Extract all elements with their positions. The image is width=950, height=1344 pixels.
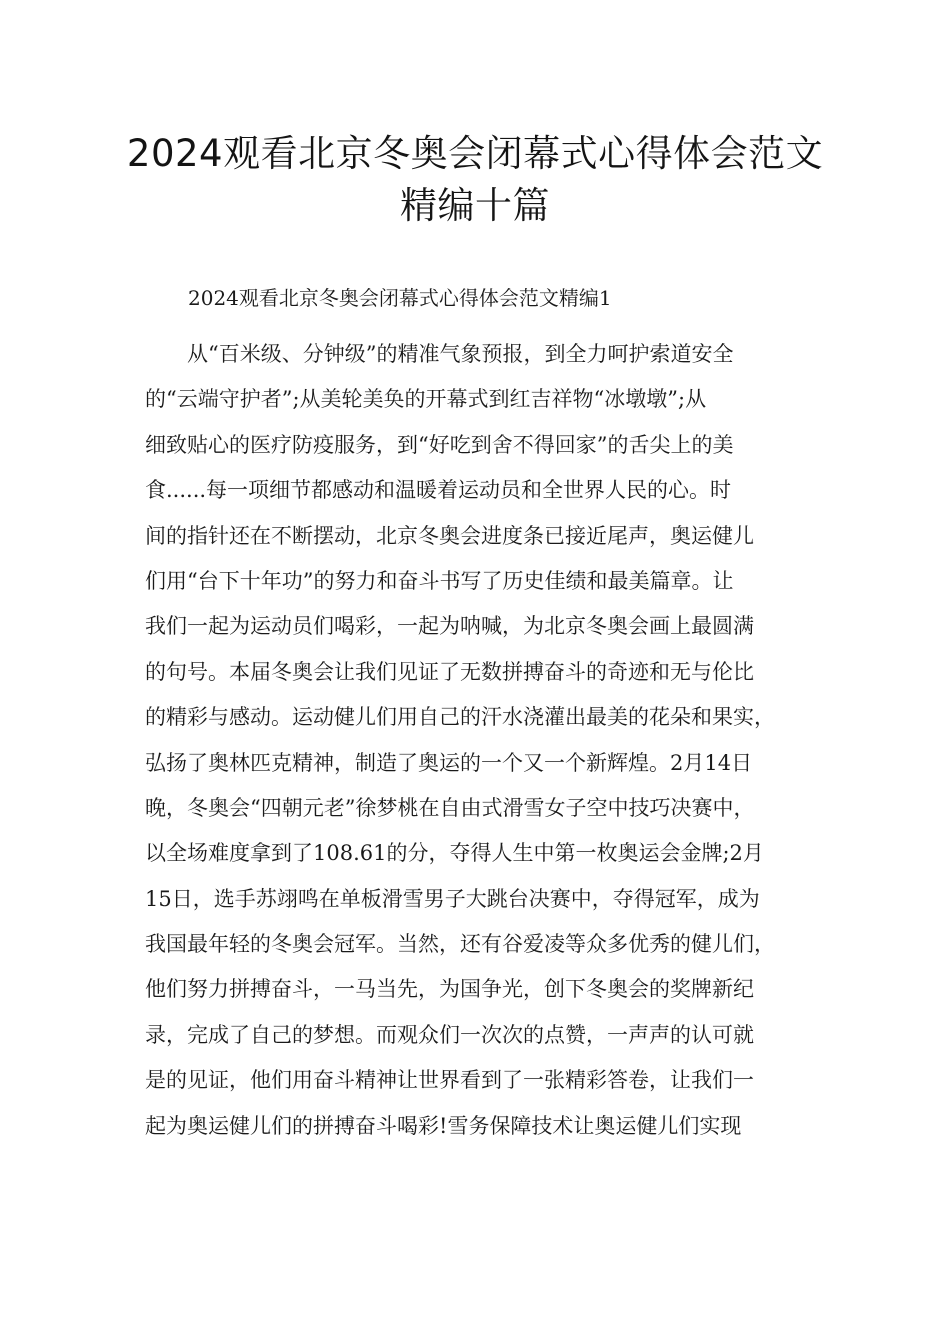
paragraph-line: 的“云端守护者”;从美轮美奂的开幕式到红吉祥物“冰墩墩”;从 (145, 387, 707, 412)
paragraph-line: 起为奥运健儿们的拼搏奋斗喝彩!雪务保障技术让奥运健儿们实现 (145, 1113, 742, 1138)
paragraph-line: 细致贴心的医疗防疫服务，到“好吃到舍不得回家”的舌尖上的美 (145, 432, 734, 457)
paragraph-line: 是的见证，他们用奋斗精神让世界看到了一张精彩答卷，让我们一 (145, 1068, 754, 1093)
body-paragraph (145, 332, 805, 1149)
paragraph-line: 间的指针还在不断摆动，北京冬奥会进度条已接近尾声，奥运健儿 (145, 523, 754, 548)
document-title: 2024观看北京冬奥会闭幕式心得体会范文精编十篇 (126, 132, 824, 227)
paragraph-line: 以全场难度拿到了108.61的分，夺得人生中第一枚奥运会金牌;2月 (145, 841, 764, 866)
paragraph-line: 的精彩与感动。运动健儿们用自己的汗水浇灌出最美的花朵和果实， (145, 705, 775, 730)
section-heading: 2024观看北京冬奥会闭幕式心得体会范文精编1 (188, 286, 612, 310)
paragraph-line: 的句号。本届冬奥会让我们见证了无数拼搏奋斗的奇迹和无与伦比 (145, 659, 754, 684)
paragraph-line: 录，完成了自己的梦想。而观众们一次次的点赞，一声声的认可就 (145, 1022, 754, 1047)
paragraph-line: 们用“台下十年功”的努力和奋斗书写了历史佳绩和最美篇章。让 (145, 568, 734, 593)
paragraph-line: 15日，选手苏翊鸣在单板滑雪男子大跳台决赛中，夺得冠军，成为 (145, 886, 760, 911)
paragraph-line: 我国最年轻的冬奥会冠军。当然，还有谷爱凌等众多优秀的健儿们， (145, 932, 775, 957)
paragraph-line: 弘扬了奥林匹克精神，制造了奥运的一个又一个新辉煌。2月14日 (145, 750, 753, 775)
paragraph-line: 他们努力拼搏奋斗，一马当先，为国争光，创下冬奥会的奖牌新纪 (145, 977, 754, 1002)
paragraph-line: 我们一起为运动员们喝彩，一起为呐喊，为北京冬奥会画上最圆满 (145, 614, 754, 639)
paragraph-line: 从“百米级、分钟级”的精准气象预报，到全力呵护索道安全 (187, 342, 734, 366)
paragraph-line: 食......每一项细节都感动和温暖着运动员和全世界人民的心。时 (145, 478, 732, 503)
paragraph-line: 晚，冬奥会“四朝元老”徐梦桃在自由式滑雪女子空中技巧决赛中， (145, 795, 755, 820)
